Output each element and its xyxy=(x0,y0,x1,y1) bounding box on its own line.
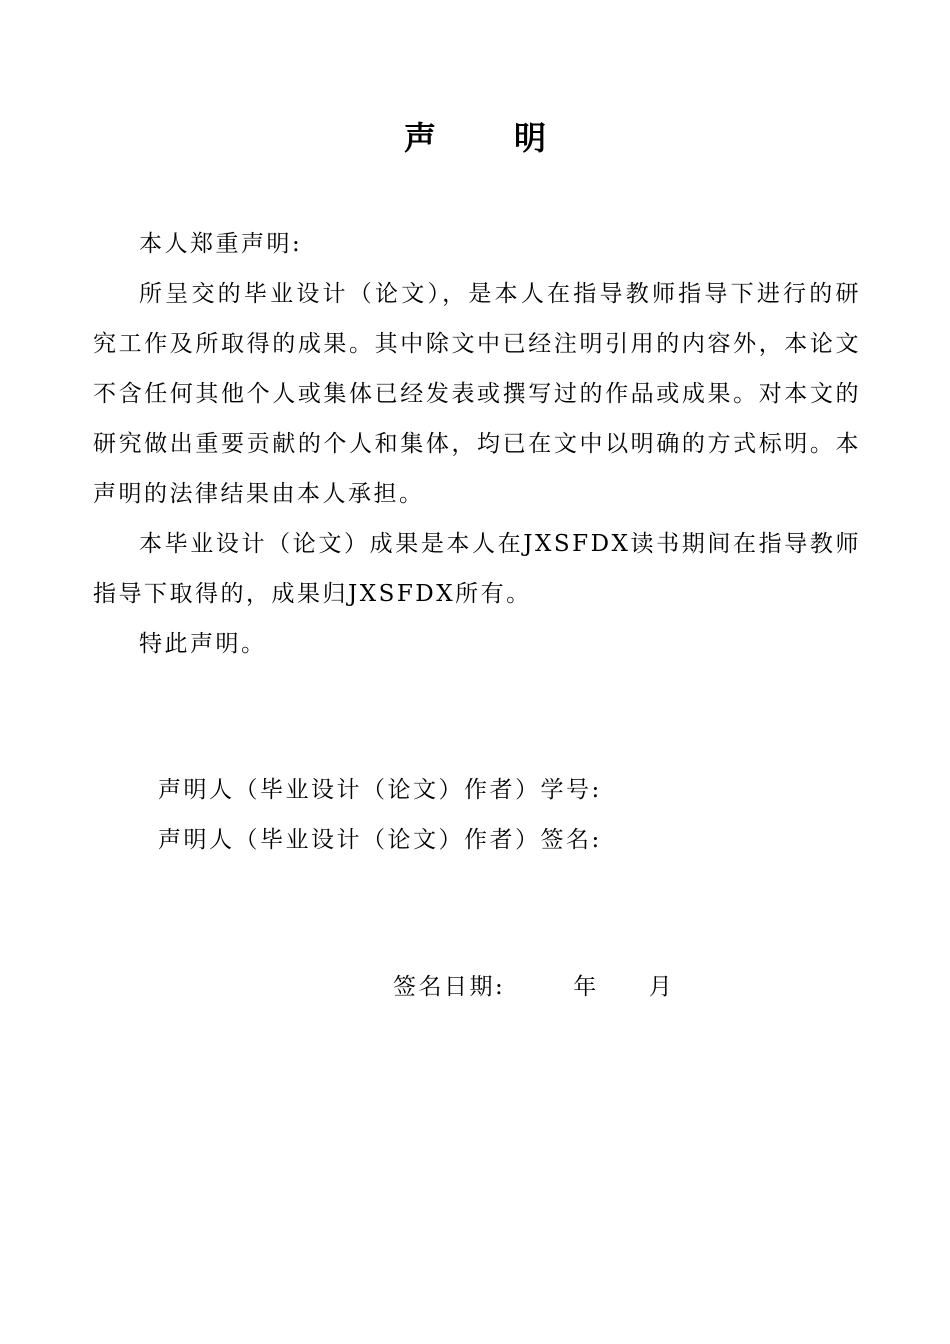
closing-statement: 特此声明。 xyxy=(139,631,267,657)
ownership-paragraph: 本毕业设计（论文）成果是本人在JXSFDX读书期间在指导教师指导下取得的，成果归JXSFDX所有。 xyxy=(93,531,861,607)
date-year-label: 年 xyxy=(573,974,599,1000)
declaration-body xyxy=(93,219,861,669)
signer-block xyxy=(158,765,602,865)
student-id-label: 声明人（毕业设计（论文）作者）学号: xyxy=(158,777,602,803)
date-month-label: 月 xyxy=(648,974,675,1000)
date-label: 签名日期: xyxy=(393,974,506,1000)
signature-label: 声明人（毕业设计（论文）作者）签名: xyxy=(158,827,602,853)
opening-statement: 本人郑重声明: xyxy=(139,231,303,257)
page-title: 声明 xyxy=(403,119,624,157)
originality-paragraph: 所呈交的毕业设计（论文），是本人在指导教师指导下进行的研究工作及所取得的成果。其中除文中已经注明引用的内容外，本论文不含任何其他个人或集体已经发表或撰写过的作品或成果。对本文的研究做出重要贡献的个人和集体，均已在文中以明确的方式标明。本声明的法律结果由本人承担。 xyxy=(93,281,861,507)
signature-date xyxy=(393,962,674,1012)
